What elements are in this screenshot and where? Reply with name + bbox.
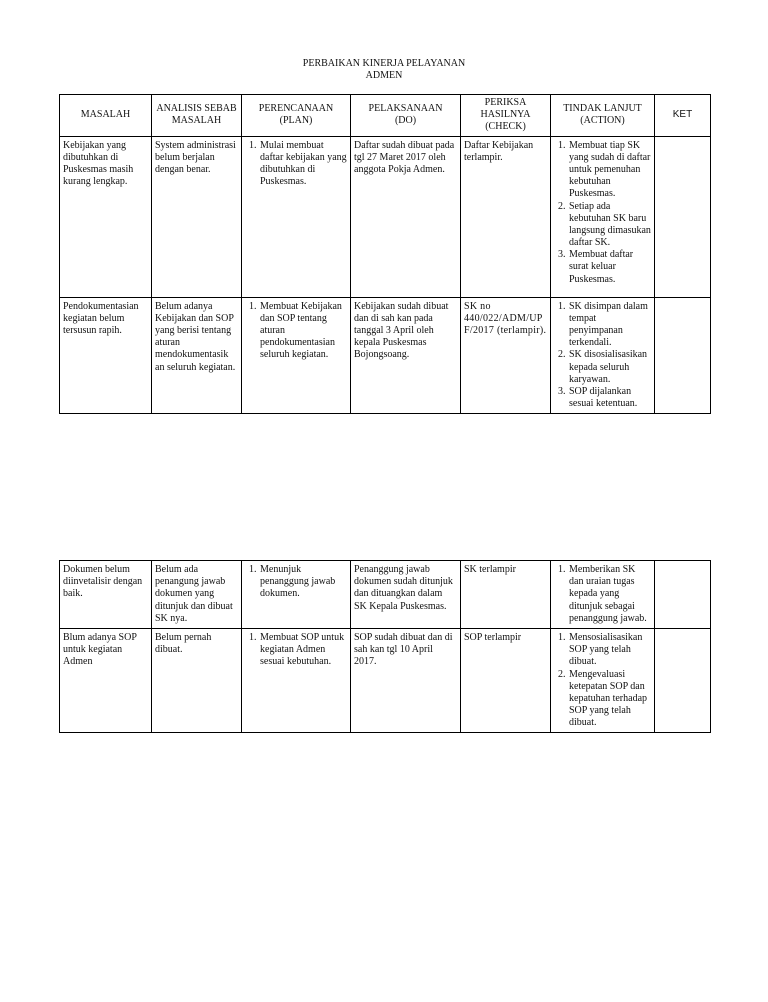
list-item: 1. Menunjuk penanggung jawab dokumen. xyxy=(259,564,347,601)
cell-analisis: Belum ada penangung jawab dokumen yang ditunjuk dan dibuat SK nya. xyxy=(152,561,242,629)
cell-analisis: Belum adanya Kebijakan dan SOP yang berisi tentang aturan mendokumentasik an seluruh kegiatan. xyxy=(152,297,242,414)
cell-action xyxy=(551,297,655,414)
title-line-1: PERBAIKAN KINERJA PELAYANAN xyxy=(302,58,466,69)
pdca-table-1 xyxy=(59,94,711,414)
header-plan: PERENCANAAN (PLAN) xyxy=(242,95,351,137)
header-row xyxy=(60,95,711,137)
cell-masalah: Blum adanya SOP untuk kegiatan Admen xyxy=(60,628,152,733)
list-item: 1. Membuat Kebijakan dan SOP tentang aturan pendokumentasian seluruh kegiatan. xyxy=(259,301,347,362)
cell-check: SK no 440/022/ADM/UP F/2017 (terlampir). xyxy=(461,297,551,414)
cell-check: SOP terlampir xyxy=(461,628,551,733)
list-item: 2. Mengevaluasi ketepatan SOP dan kepatuhan terhadap SOP yang telah dibuat. xyxy=(568,669,651,730)
cell-ket xyxy=(655,297,711,414)
cell-action xyxy=(551,628,655,733)
cell-plan xyxy=(242,628,351,733)
header-ket: KET xyxy=(655,95,711,137)
cell-do: Daftar sudah dibuat pada tgl 27 Maret 2017 oleh anggota Pokja Admen. xyxy=(351,136,461,297)
header-analisis: ANALISIS SEBAB MASALAH xyxy=(152,95,242,137)
cell-analisis: System administrasi belum berjalan dengan benar. xyxy=(152,136,242,297)
title-line-2: ADMEN xyxy=(365,70,403,81)
list-item: 1. Membuat tiap SK yang sudah di daftar untuk pemenuhan kebutuhan Puskesmas. xyxy=(568,140,651,201)
cell-check: SK terlampir xyxy=(461,561,551,629)
list-item: 3. Membuat daftar surat keluar Puskesmas. xyxy=(568,249,651,286)
list-item: 1. SK disimpan dalam tempat penyimpanan terkendali. xyxy=(568,301,651,350)
list-item: 1. Membuat SOP untuk kegiatan Admen sesuai kebutuhan. xyxy=(259,632,347,669)
cell-plan xyxy=(242,297,351,414)
list-item: 2. Setiap ada kebutuhan SK baru langsung dimasukan daftar SK. xyxy=(568,201,651,250)
cell-masalah: Kebijakan yang dibutuhkan di Puskesmas masih kurang lengkap. xyxy=(60,136,152,297)
table-row xyxy=(60,628,711,733)
document-title xyxy=(0,58,768,82)
table-row xyxy=(60,561,711,629)
list-item: 1. Mensosialisasikan SOP yang telah dibuat. xyxy=(568,632,651,669)
cell-analisis: Belum pernah dibuat. xyxy=(152,628,242,733)
list-item: 1. Mulai membuat daftar kebijakan yang dibutuhkan di Puskesmas. xyxy=(259,140,347,189)
list-item: 1. Memberikan SK dan uraian tugas kepada yang ditunjuk sebagai penanggung jawab. xyxy=(568,564,651,625)
table-row xyxy=(60,136,711,297)
header-masalah: MASALAH xyxy=(60,95,152,137)
table-row xyxy=(60,297,711,414)
cell-plan xyxy=(242,561,351,629)
cell-do: Penanggung jawab dokumen sudah ditunjuk dan dituangkan dalam SK Kepala Puskesmas. xyxy=(351,561,461,629)
list-item: 2. SK disosialisasikan kepada seluruh karyawan. xyxy=(568,349,651,386)
cell-ket xyxy=(655,561,711,629)
cell-do: Kebijakan sudah dibuat dan di sah kan pada tanggal 3 April oleh kepala Puskesmas Bojongsoang. xyxy=(351,297,461,414)
header-check: PERIKSA HASILNYA (CHECK) xyxy=(461,95,551,137)
cell-action xyxy=(551,561,655,629)
cell-masalah: Dokumen belum diinvetalisir dengan baik. xyxy=(60,561,152,629)
pdca-table-2 xyxy=(59,560,711,733)
cell-check: Daftar Kebijakan terlampir. xyxy=(461,136,551,297)
cell-ket xyxy=(655,136,711,297)
list-item: 3. SOP dijalankan sesuai ketentuan. xyxy=(568,386,651,410)
cell-action xyxy=(551,136,655,297)
header-action: TINDAK LANJUT (ACTION) xyxy=(551,95,655,137)
cell-ket xyxy=(655,628,711,733)
cell-do: SOP sudah dibuat dan di sah kan tgl 10 April 2017. xyxy=(351,628,461,733)
header-do: PELAKSANAAN (DO) xyxy=(351,95,461,137)
cell-plan xyxy=(242,136,351,297)
cell-masalah: Pendokumentasian kegiatan belum tersusun rapih. xyxy=(60,297,152,414)
